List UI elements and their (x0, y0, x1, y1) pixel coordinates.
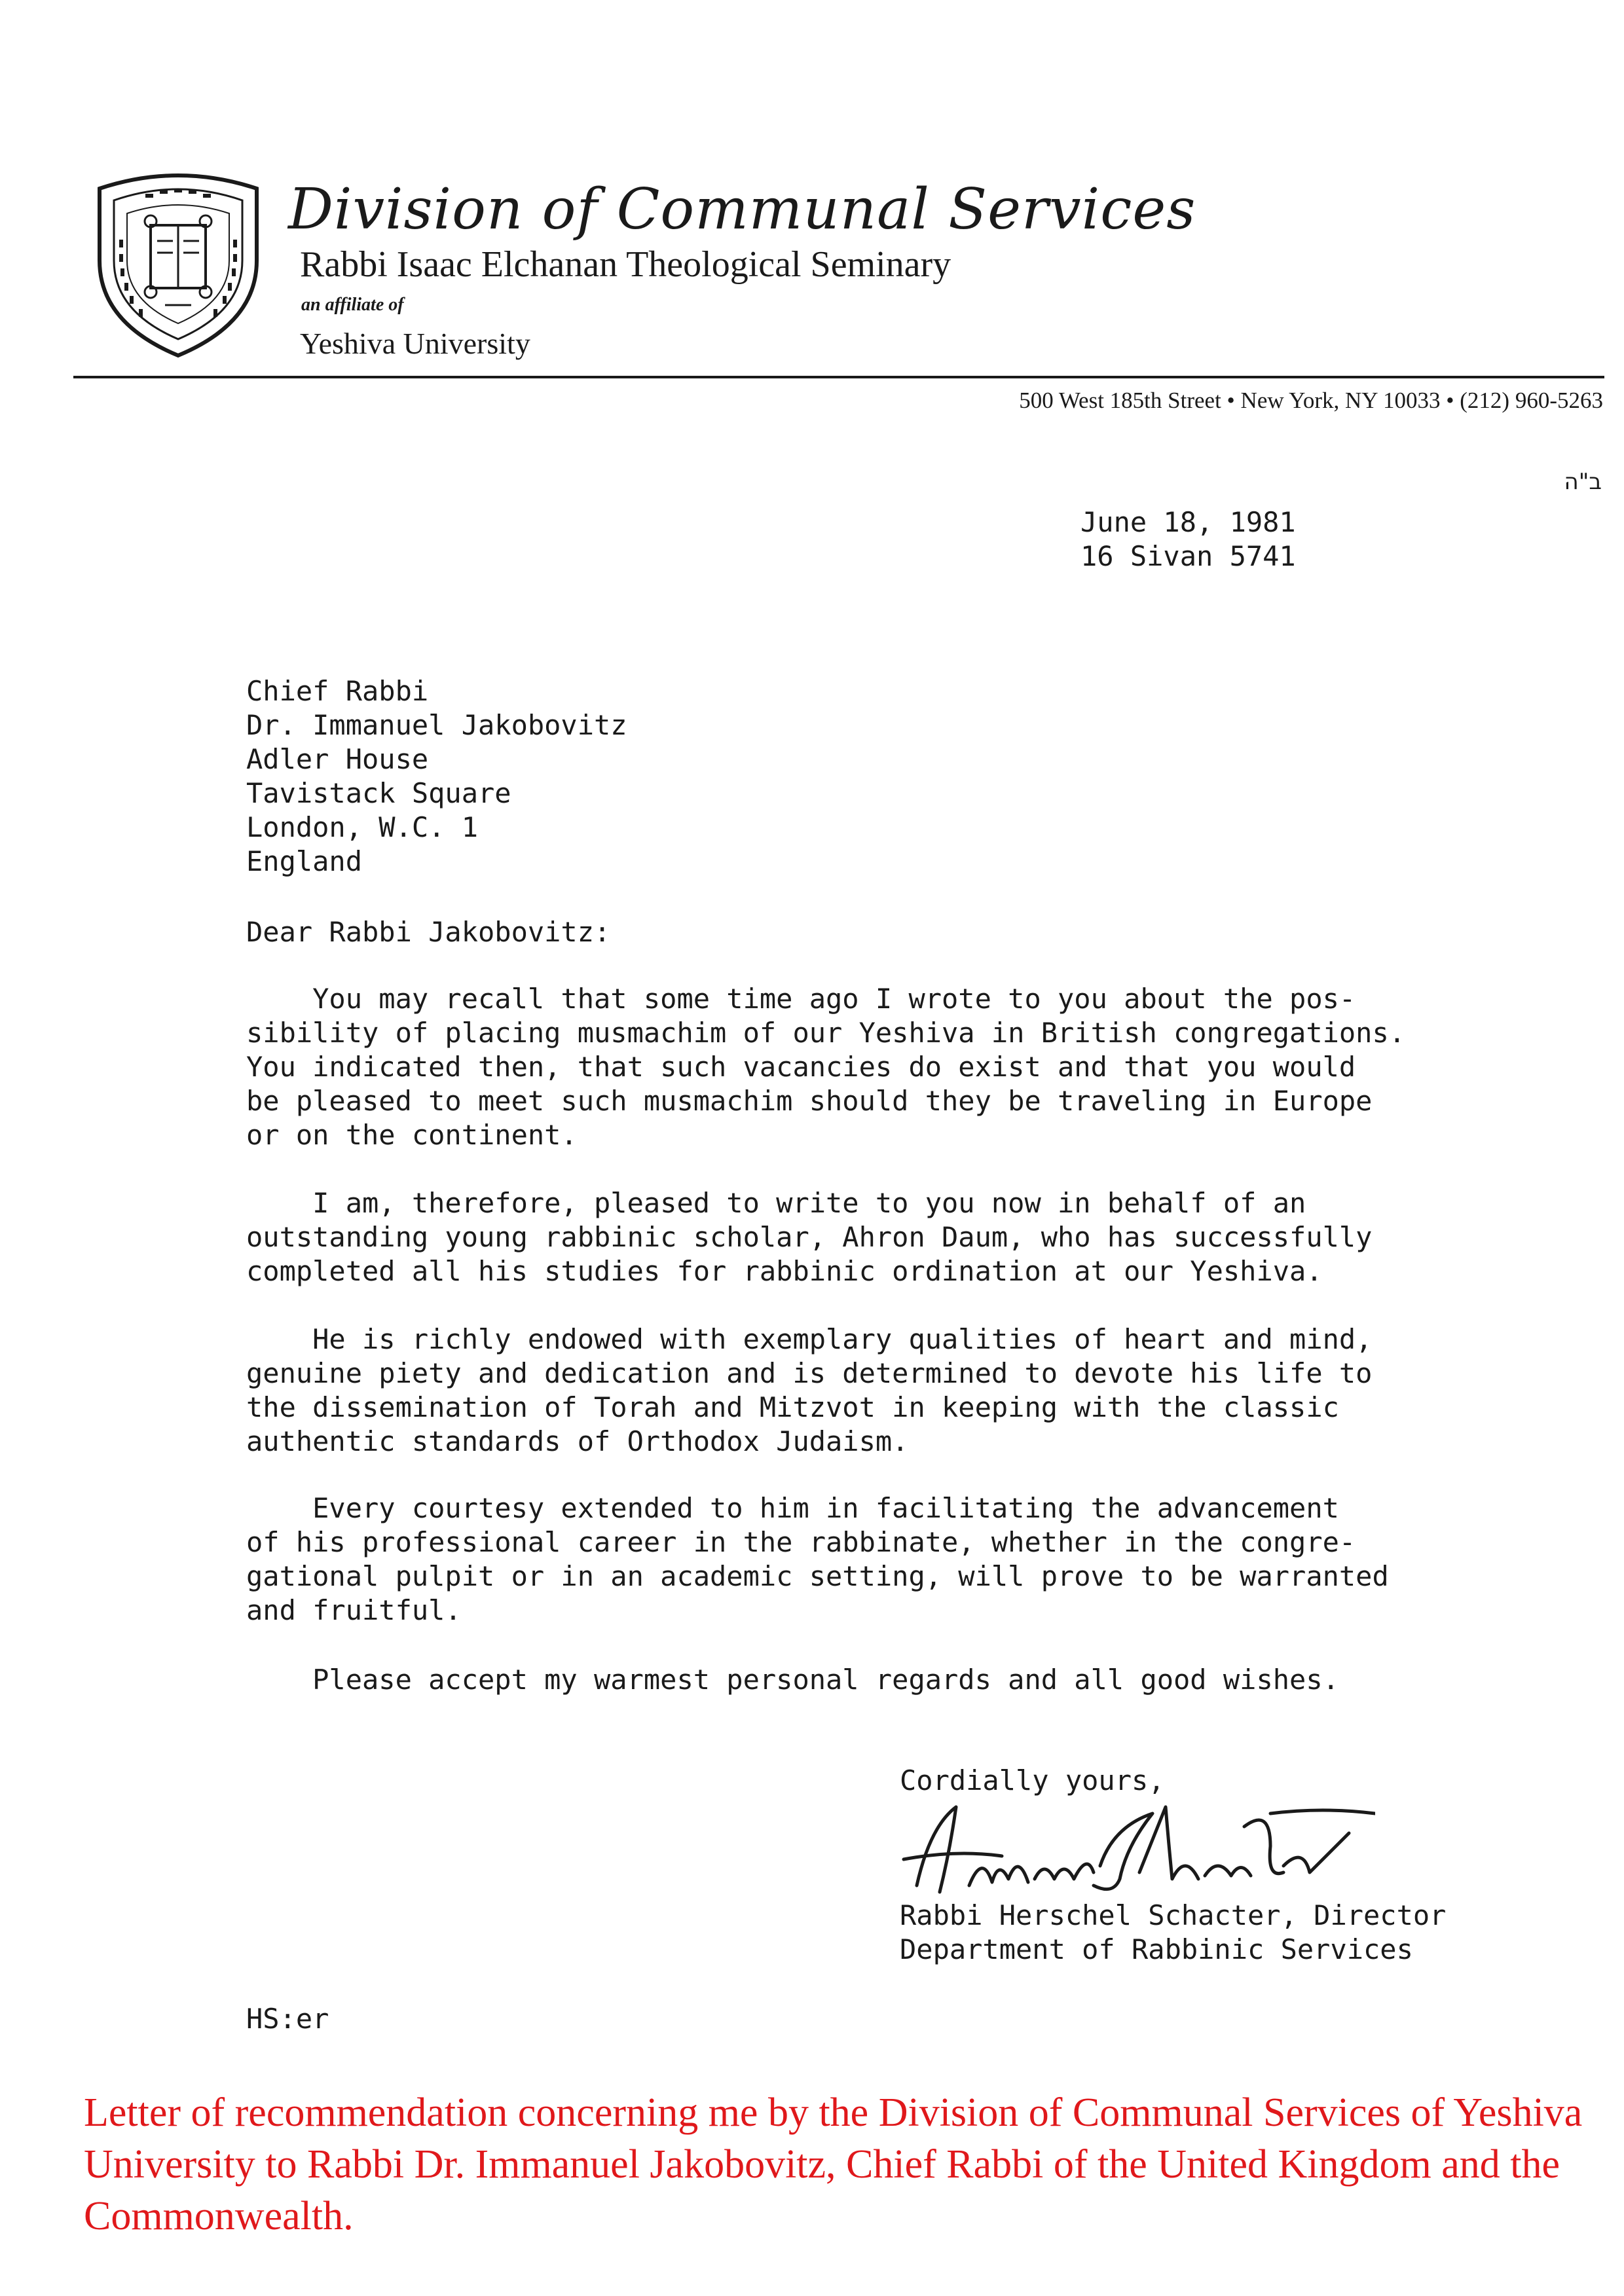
paragraph-4: Every courtesy extended to him in facilitating the advancement of his professional career in the rabbinate, whether in the congre- gational pulpit or in an academic setting, will prove to be warranted and fruitful. (246, 1492, 1389, 1626)
letterhead-address: 500 West 185th Street • New York, NY 10033 • (212) 960-5263 (1019, 388, 1603, 413)
hebrew-heading: ב"ה (1564, 469, 1602, 495)
university-name: Yeshiva University (300, 327, 530, 360)
signature-icon (877, 1787, 1375, 1905)
closing: Cordially yours, (900, 1764, 1165, 1796)
paragraph-2: I am, therefore, pleased to write to you now in behalf of an outstanding young rabbinic scholar, Ahron Daum, who has successfully completed all his studies for rabbinic ordination at our Yeshiva. (246, 1187, 1373, 1287)
seal-icon (86, 162, 270, 359)
letter-date: June 18, 1981 16 Sivan 5741 (1080, 506, 1296, 572)
inside-address: Chief Rabbi Dr. Immanuel Jakobovitz Adler House Tavistack Square London, W.C. 1 England (246, 675, 627, 877)
signer-block: Rabbi Herschel Schacter, Director Department of Rabbinic Services (900, 1899, 1447, 1965)
paragraph-3: He is richly endowed with exemplary qualities of heart and mind, genuine piety and dedication and is determined to devote his life to the dissemination of Torah and Mitzvot in keeping with the classic authentic standards of Orthodox Judaism. (246, 1323, 1373, 1457)
division-title: Division of Communal Services (288, 177, 1196, 242)
salutation: Dear Rabbi Jakobovitz: (246, 916, 611, 948)
caption: Letter of recommendation concerning me by the Division of Communal Services of Yeshiva University to Rabbi Dr. Immanuel Jakobovitz, Chief Rabbi of the United Kingdom and the Commonwealth. (84, 2090, 1583, 2238)
typist-initials: HS:er (246, 2003, 329, 2035)
paragraph-5: Please accept my warmest personal regards and all good wishes. (246, 1664, 1339, 1696)
paragraph-1: You may recall that some time ago I wrote to you about the pos- sibility of placing musmachim of our Yeshiva in British congregations. You indicated then, that such vacancies do exist and that you would be pleased to meet such musmachim should they be traveling in Europe or on the continent. (246, 983, 1406, 1151)
affiliate-label: an affiliate of (301, 295, 404, 315)
seminary-name: Rabbi Isaac Elchanan Theological Seminary (300, 244, 951, 285)
letterhead-divider (73, 376, 1604, 378)
